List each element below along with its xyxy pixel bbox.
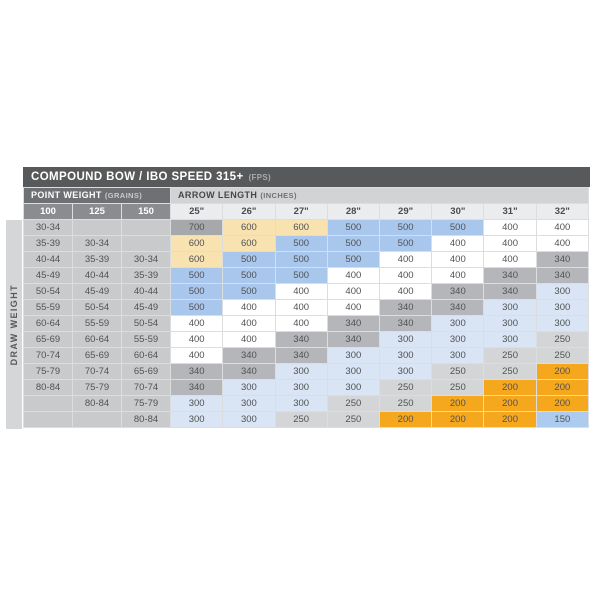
spine-value-cell: 340 [484, 268, 535, 283]
point-weight-col-header: 150 [122, 204, 170, 219]
table-row [24, 284, 588, 299]
spine-value-cell: 200 [432, 396, 483, 411]
spine-value-cell: 300 [380, 364, 431, 379]
table-row [24, 332, 588, 347]
spine-value-cell: 400 [380, 268, 431, 283]
spine-value-cell: 400 [276, 284, 327, 299]
spine-value-cell: 400 [328, 284, 379, 299]
spine-value-cell: 340 [537, 268, 588, 283]
draw-weight-cell: 75-79 [122, 396, 170, 411]
spine-value-cell: 300 [432, 348, 483, 363]
spine-value-cell: 600 [171, 252, 222, 267]
spine-value-cell: 200 [380, 412, 431, 427]
draw-weight-cell: 65-69 [24, 332, 72, 347]
spine-value-cell: 500 [380, 220, 431, 235]
spine-value-cell: 300 [484, 300, 535, 315]
spine-value-cell: 400 [276, 300, 327, 315]
spine-value-cell: 300 [223, 380, 274, 395]
spine-value-cell: 600 [276, 220, 327, 235]
draw-weight-cell [73, 412, 121, 427]
draw-weight-cell: 35-39 [122, 268, 170, 283]
arrow-length-unit: (INCHES) [260, 191, 297, 200]
spine-value-cell: 340 [537, 252, 588, 267]
draw-weight-cell: 35-39 [24, 236, 72, 251]
spine-value-cell: 500 [328, 252, 379, 267]
spine-value-cell: 500 [276, 236, 327, 251]
arrow-length-col-header: 31" [484, 204, 535, 219]
point-weight-unit: (GRAINS) [104, 191, 143, 200]
spine-value-cell: 400 [171, 332, 222, 347]
draw-weight-cell: 60-64 [24, 316, 72, 331]
draw-weight-cell: 80-84 [73, 396, 121, 411]
spine-value-cell: 400 [276, 316, 327, 331]
spine-value-cell: 250 [328, 396, 379, 411]
point-weight-col-header: 100 [24, 204, 72, 219]
column-header-row [24, 204, 588, 219]
spine-selection-chart [6, 167, 590, 428]
spine-value-cell: 400 [171, 316, 222, 331]
spine-value-cell: 400 [432, 236, 483, 251]
spine-value-cell: 600 [223, 236, 274, 251]
spine-value-cell: 250 [432, 364, 483, 379]
draw-weight-cell: 40-44 [24, 252, 72, 267]
spine-value-cell: 250 [484, 364, 535, 379]
chart-title-unit: (FPS) [248, 172, 271, 182]
spine-value-cell: 400 [432, 268, 483, 283]
table-row [24, 268, 588, 283]
spine-value-cell: 150 [537, 412, 588, 427]
spine-value-cell: 250 [380, 380, 431, 395]
spine-value-cell: 340 [380, 316, 431, 331]
draw-weight-cell: 40-44 [73, 268, 121, 283]
spine-value-cell: 600 [223, 220, 274, 235]
spine-value-cell: 300 [276, 364, 327, 379]
spine-value-cell: 300 [484, 332, 535, 347]
spine-value-cell: 300 [537, 316, 588, 331]
spine-value-cell: 340 [432, 300, 483, 315]
spine-value-cell: 250 [537, 348, 588, 363]
spine-value-cell: 500 [276, 252, 327, 267]
draw-weight-cell: 55-59 [24, 300, 72, 315]
draw-weight-cell: 80-84 [24, 380, 72, 395]
table-row [24, 396, 588, 411]
spine-value-cell: 400 [432, 252, 483, 267]
spine-value-cell: 340 [171, 380, 222, 395]
spine-value-cell: 300 [328, 380, 379, 395]
spine-value-cell: 200 [537, 380, 588, 395]
arrow-length-col-header: 27" [276, 204, 327, 219]
spine-value-cell: 400 [223, 332, 274, 347]
arrow-length-col-header: 25" [171, 204, 222, 219]
spine-value-cell: 500 [276, 268, 327, 283]
draw-weight-cell: 35-39 [73, 252, 121, 267]
spine-table [23, 187, 589, 428]
spine-value-cell: 340 [223, 364, 274, 379]
spine-value-cell: 300 [328, 348, 379, 363]
draw-weight-cell: 65-69 [122, 364, 170, 379]
draw-weight-cell [73, 220, 121, 235]
spine-value-cell: 400 [537, 220, 588, 235]
arrow-length-label: ARROW LENGTH [178, 190, 258, 200]
spine-value-cell: 400 [223, 316, 274, 331]
table-row [24, 316, 588, 331]
spine-value-cell: 500 [171, 284, 222, 299]
spine-value-cell: 340 [484, 284, 535, 299]
draw-weight-cell [122, 236, 170, 251]
chart-table-wrap [23, 167, 590, 428]
spine-value-cell: 300 [223, 412, 274, 427]
spine-value-cell: 400 [171, 348, 222, 363]
arrow-length-group-header [171, 188, 588, 203]
spine-value-cell: 200 [484, 380, 535, 395]
spine-value-cell: 400 [328, 268, 379, 283]
draw-weight-cell: 65-69 [73, 348, 121, 363]
draw-weight-axis-label [6, 220, 22, 429]
spine-value-cell: 340 [223, 348, 274, 363]
spine-value-cell: 400 [380, 252, 431, 267]
arrow-length-col-header: 32" [537, 204, 588, 219]
spine-value-cell: 300 [223, 396, 274, 411]
spine-value-cell: 300 [380, 348, 431, 363]
draw-weight-cell: 45-49 [122, 300, 170, 315]
draw-weight-cell: 70-74 [24, 348, 72, 363]
draw-weight-cell: 70-74 [73, 364, 121, 379]
draw-weight-cell [24, 412, 72, 427]
draw-weight-cell: 55-59 [122, 332, 170, 347]
spine-value-cell: 340 [328, 316, 379, 331]
table-row [24, 380, 588, 395]
spine-value-cell: 400 [328, 300, 379, 315]
draw-weight-cell: 30-34 [24, 220, 72, 235]
arrow-length-col-header: 28" [328, 204, 379, 219]
draw-weight-cell: 60-64 [122, 348, 170, 363]
spine-value-cell: 340 [276, 332, 327, 347]
arrow-length-col-header: 30" [432, 204, 483, 219]
spine-value-cell: 400 [484, 252, 535, 267]
spine-value-cell: 250 [432, 380, 483, 395]
spine-value-cell: 300 [171, 412, 222, 427]
chart-title: COMPOUND BOW / IBO SPEED 315+ [31, 171, 244, 183]
arrow-length-col-header: 29" [380, 204, 431, 219]
spine-value-cell: 250 [380, 396, 431, 411]
spine-value-cell: 300 [380, 332, 431, 347]
spine-value-cell: 200 [537, 396, 588, 411]
table-row [24, 348, 588, 363]
spine-value-cell: 300 [537, 284, 588, 299]
draw-weight-cell [122, 220, 170, 235]
spine-value-cell: 400 [484, 220, 535, 235]
chart-title-bar [23, 167, 590, 187]
spine-value-cell: 250 [537, 332, 588, 347]
spine-value-cell: 300 [432, 332, 483, 347]
spine-value-cell: 300 [328, 364, 379, 379]
point-weight-group-header [24, 188, 170, 203]
spine-value-cell: 500 [328, 220, 379, 235]
spine-value-cell: 340 [432, 284, 483, 299]
spine-value-cell: 500 [380, 236, 431, 251]
draw-weight-axis-label-text: DRAW WEIGHT [9, 283, 19, 366]
spine-value-cell: 300 [484, 316, 535, 331]
table-row [24, 252, 588, 267]
spine-value-cell: 400 [484, 236, 535, 251]
spine-value-cell: 200 [484, 396, 535, 411]
draw-weight-cell: 50-54 [73, 300, 121, 315]
spine-value-cell: 300 [276, 380, 327, 395]
draw-weight-cell: 40-44 [122, 284, 170, 299]
spine-value-cell: 250 [276, 412, 327, 427]
table-row [24, 236, 588, 251]
point-weight-label: POINT WEIGHT [31, 190, 102, 200]
spine-value-cell: 300 [432, 316, 483, 331]
spine-value-cell: 700 [171, 220, 222, 235]
spine-value-cell: 200 [432, 412, 483, 427]
spine-value-cell: 340 [380, 300, 431, 315]
spine-value-cell: 300 [537, 300, 588, 315]
spine-value-cell: 600 [171, 236, 222, 251]
draw-weight-cell: 45-49 [73, 284, 121, 299]
table-row [24, 364, 588, 379]
table-row [24, 300, 588, 315]
draw-weight-cell: 30-34 [122, 252, 170, 267]
spine-value-cell: 400 [537, 236, 588, 251]
spine-value-cell: 500 [223, 252, 274, 267]
draw-weight-cell: 45-49 [24, 268, 72, 283]
point-weight-col-header: 125 [73, 204, 121, 219]
draw-weight-cell: 50-54 [24, 284, 72, 299]
spine-value-cell: 250 [328, 412, 379, 427]
spine-value-cell: 300 [171, 396, 222, 411]
draw-weight-cell: 75-79 [24, 364, 72, 379]
spine-value-cell: 500 [171, 268, 222, 283]
draw-weight-cell: 50-54 [122, 316, 170, 331]
spine-value-cell: 500 [223, 268, 274, 283]
spine-value-cell: 500 [223, 284, 274, 299]
spine-value-cell: 500 [328, 236, 379, 251]
draw-weight-cell [24, 396, 72, 411]
spine-value-cell: 500 [171, 300, 222, 315]
group-header-row [24, 188, 588, 203]
spine-value-cell: 340 [328, 332, 379, 347]
table-row [24, 220, 588, 235]
spine-value-cell: 400 [380, 284, 431, 299]
spine-value-cell: 250 [484, 348, 535, 363]
spine-value-cell: 340 [171, 364, 222, 379]
spine-value-cell: 200 [537, 364, 588, 379]
draw-weight-cell: 60-64 [73, 332, 121, 347]
spine-value-cell: 400 [223, 300, 274, 315]
spine-value-cell: 500 [432, 220, 483, 235]
spine-value-cell: 200 [484, 412, 535, 427]
spine-value-cell: 340 [276, 348, 327, 363]
spine-value-cell: 300 [276, 396, 327, 411]
draw-weight-cell: 70-74 [122, 380, 170, 395]
draw-weight-cell: 55-59 [73, 316, 121, 331]
draw-weight-cell: 30-34 [73, 236, 121, 251]
arrow-length-col-header: 26" [223, 204, 274, 219]
table-row [24, 412, 588, 427]
draw-weight-cell: 80-84 [122, 412, 170, 427]
draw-weight-cell: 75-79 [73, 380, 121, 395]
